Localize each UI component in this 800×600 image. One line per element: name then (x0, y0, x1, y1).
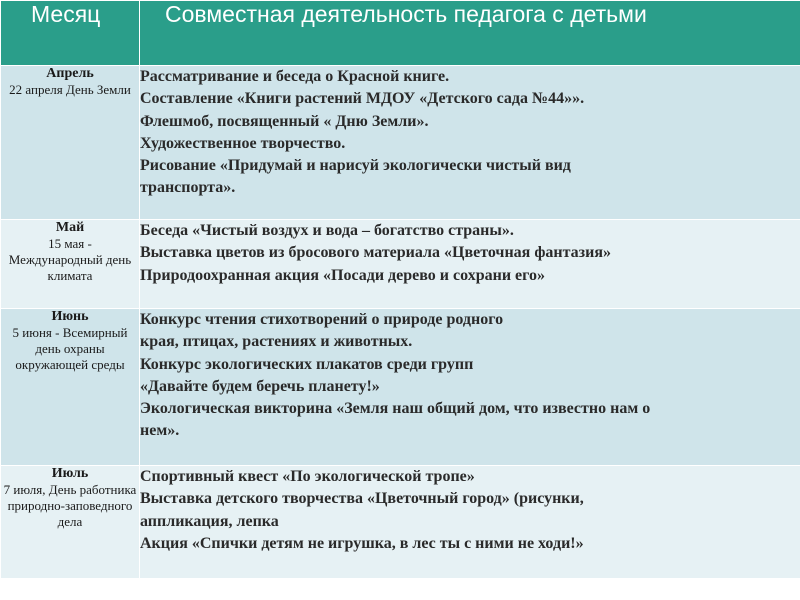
month-event: 5 июня - Всемирный день охраны окружающей среды (12, 325, 128, 372)
month-cell (1, 309, 140, 466)
month-name: Апрель (46, 66, 94, 81)
month-cell (1, 66, 140, 220)
table-row (1, 220, 800, 309)
table-row (1, 66, 800, 220)
activity-cell (140, 220, 800, 309)
table-row (1, 466, 800, 579)
activity-line: Художественное творчество. (140, 134, 346, 152)
table-row (1, 309, 800, 466)
activity-line: Рассматривание и беседа о Красной книге. (140, 68, 450, 85)
activity-line: края, птицах, растениях и животных. (140, 333, 413, 351)
header-activity: Совместная деятельность педагога с детьми (140, 1, 800, 66)
activity-cell (140, 466, 800, 579)
activity-line: Экологическая викторина «Земля наш общий дом, что известно нам о (140, 400, 651, 418)
activity-line: Спортивный квест «По экологической тропе» (140, 468, 475, 485)
month-name: Май (55, 220, 85, 235)
activity-cell (140, 66, 800, 220)
activity-line: Рисование «Придумай и нарисуй экологически чистый вид (140, 157, 571, 175)
activity-line: нем». (140, 422, 180, 440)
activity-line: Акция «Спички детям не игрушка, в лес ты с ними не ходи!» (140, 534, 584, 552)
activity-line: Составление «Книги растений МДОУ «Детского сада №44»». (140, 90, 585, 108)
activity-line: транспорта». (140, 179, 236, 197)
month-event: 15 мая - Международный день климата (8, 236, 132, 283)
activity-line: Беседа «Чистый воздух и вода – богатство страны». (140, 222, 514, 239)
activity-line: Флешмоб, посвященный « Дню Земли». (140, 112, 429, 130)
header-month: Месяц (1, 1, 140, 66)
activity-line: Природоохранная акция «Посади дерево и сохрани его» (140, 266, 546, 284)
activity-line: Конкурс чтения стихотворений о природе родного (140, 311, 504, 328)
month-cell (1, 220, 140, 309)
activity-line: аппликация, лепка (140, 512, 279, 530)
activity-line: «Давайте будем беречь планету!» (140, 377, 380, 395)
activity-line: Выставка детского творчества «Цветочный город» (рисунки, (140, 490, 584, 508)
activity-line: Конкурс экологических плакатов среди групп (140, 355, 474, 373)
month-name: Июнь (51, 309, 89, 324)
activity-line: Выставка цветов из бросового материала «Цветочная фантазия» (140, 244, 611, 262)
month-event: 22 апреля День Земли (9, 82, 131, 97)
month-event: 7 июля, День работника природно-заповедного дела (3, 482, 137, 529)
table-header-row (1, 1, 800, 66)
month-cell (1, 466, 140, 579)
activity-cell (140, 309, 800, 466)
month-name: Июль (51, 466, 89, 481)
